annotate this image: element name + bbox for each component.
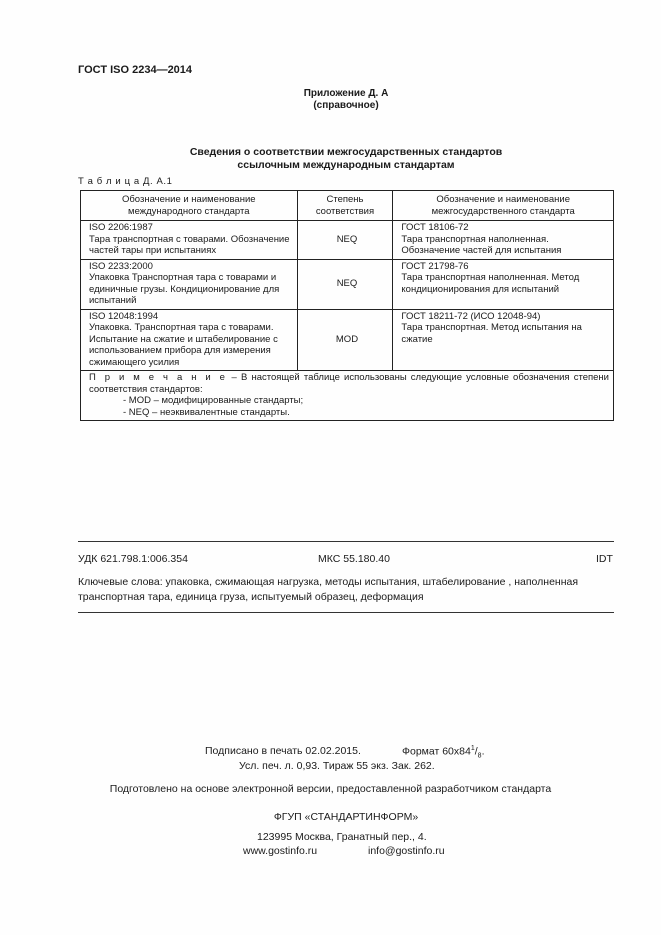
format-numerator: 1 xyxy=(470,745,475,752)
section-title-line2: ссылочным международным стандартам xyxy=(237,159,455,171)
table-row xyxy=(81,259,614,309)
intl-standard-cell xyxy=(81,259,298,309)
correspondence-table xyxy=(80,190,614,421)
intl-standard-name: Тара транспортная с товарами. Обозначение частей тары при испытаниях xyxy=(89,233,290,256)
header-international-standard xyxy=(81,191,298,221)
note-text: – В настоящей таблице использованы следующие условные обозначения степени соответствия стандартов: xyxy=(89,372,609,395)
intl-standard-code: ISO 12048:1994 xyxy=(89,310,159,322)
mks-code: МКС 55.180.40 xyxy=(318,553,390,565)
gost-standard-code: ГОСТ 18211-72 (ИСО 12048-94) xyxy=(401,310,541,322)
appendix-title: Приложение Д. А xyxy=(303,88,389,99)
keywords: Ключевые слова: упаковка, сжимающая нагрузка, методы испытания, штабелирование , наполненная транспортная тара, единица груза, испытуемый образец, деформация xyxy=(78,576,579,603)
header-interstate-line2: межгосударственного стандарта xyxy=(431,205,575,217)
table-note xyxy=(81,371,614,421)
divider-bottom xyxy=(78,612,614,613)
header-intl-line2: международного стандарта xyxy=(128,205,250,217)
udk-code: УДК 621.798.1:006.354 xyxy=(78,553,188,565)
gost-standard-name: Тара транспортная наполненная. Обозначение частей для испытания xyxy=(401,233,562,256)
intl-standard-cell xyxy=(81,309,298,371)
idt-label: IDT xyxy=(596,553,613,565)
divider-top xyxy=(78,541,614,542)
section-title-line1: Сведения о соответствии межгосударственных стандартов xyxy=(189,146,503,158)
table-label: Т а б л и ц а Д. А.1 xyxy=(78,176,173,187)
header-degree-line1: Степень xyxy=(326,194,364,205)
gost-standard-cell xyxy=(393,309,614,371)
gost-standard-code: ГОСТ 18106-72 xyxy=(401,222,469,233)
note-item-neq: - NEQ – неэквивалентные стандарты. xyxy=(123,406,290,418)
print-format: Формат $60х84^1/_8$. xyxy=(402,745,485,760)
degree-cell: NEQ xyxy=(297,221,393,260)
table-header-row xyxy=(81,191,614,221)
intl-standard-code: ISO 2206:1987 xyxy=(89,222,153,233)
format-prefix: Формат 60х84 xyxy=(402,745,471,758)
publisher-name: ФГУП «СТАНДАРТИНФОРМ» xyxy=(273,811,419,823)
table-note-row xyxy=(81,371,614,421)
gost-standard-name: Тара транспортная. Метод испытания на сжатие xyxy=(401,322,582,345)
intl-standard-code: ISO 2233:2000 xyxy=(89,260,153,272)
appendix-subtitle: (справочное) xyxy=(313,100,379,111)
document-id: ГОСТ ISO 2234—2014 xyxy=(78,64,193,76)
print-sheets: Усл. печ. л. 0,93. Тираж 55 экз. Зак. 262. xyxy=(239,760,435,772)
gost-standard-code: ГОСТ 21798-76 xyxy=(401,260,469,272)
intl-standard-name: Упаковка. Транспортная тара с товарами. Испытание на сжатие и штабелирование с использованием прибора для измерения сжимающего усилия xyxy=(89,322,278,368)
note-head: П р и м е ч а н и е xyxy=(89,372,228,383)
header-interstate-standard xyxy=(393,191,614,221)
header-degree-line2: соответствия xyxy=(315,205,375,217)
table-row xyxy=(81,221,614,260)
header-interstate-line1: Обозначение и наименование xyxy=(436,194,570,205)
degree-cell: NEQ xyxy=(297,259,393,309)
publisher-email[interactable]: info@gostinfo.ru xyxy=(368,845,445,857)
table-row xyxy=(81,309,614,371)
format-denominator: 8 xyxy=(477,752,482,760)
header-degree xyxy=(297,191,393,221)
gost-standard-cell xyxy=(393,259,614,309)
intl-standard-cell xyxy=(81,221,298,260)
publisher-address: 123995 Москва, Гранатный пер., 4. xyxy=(257,831,427,843)
gost-standard-cell xyxy=(393,221,614,260)
signed-date: Подписано в печать 02.02.2015. xyxy=(205,745,361,757)
intl-standard-name: Упаковка Транспортная тара с товарами и единичные грузы. Кондиционирование для испытаний xyxy=(89,272,280,306)
prepared-note: Подготовлено на основе электронной версии, предоставленной разработчиком стандарта xyxy=(109,783,552,795)
publisher-website[interactable]: www.gostinfo.ru xyxy=(243,845,318,857)
note-item-mod: - MOD – модифицированные стандарты; xyxy=(123,395,304,406)
format-suffix: . xyxy=(481,745,485,758)
header-intl-line1: Обозначение и наименование xyxy=(121,194,256,205)
gost-standard-name: Тара транспортная наполненная. Метод кондиционирования для испытаний xyxy=(401,272,580,295)
degree-cell: MOD xyxy=(297,309,393,371)
